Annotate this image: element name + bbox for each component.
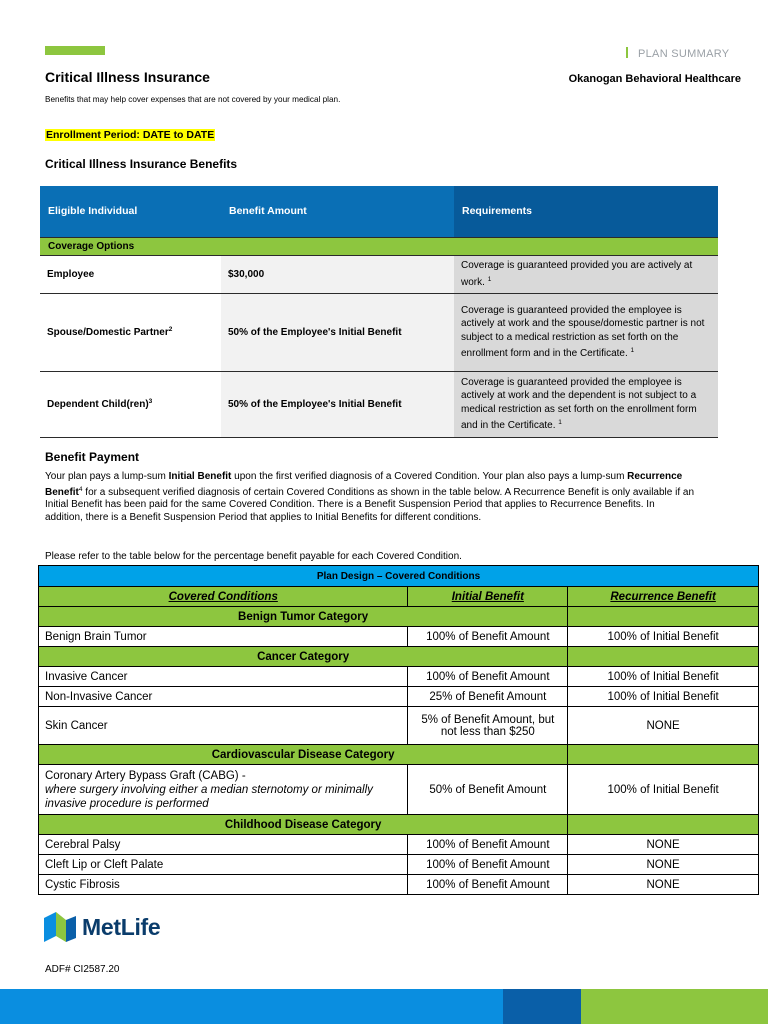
- col-header-individual: Eligible Individual: [40, 186, 221, 237]
- recurrence-cell: 100% of Initial Benefit: [568, 765, 759, 815]
- adf-number: ADF# CI2587.20: [45, 964, 120, 975]
- benefits-section-title: Critical Illness Insurance Benefits: [45, 157, 238, 171]
- benefit-payment-text: Your plan pays a lump-sum Initial Benefit upon the first verified diagnosis of a Covered Condition. Your plan also pays a lump-sum Recurrence Benefit$^4$ for a subsequent verified diagnosis of certain Covered Conditions as shown in the table below. A Recurrence Benefit is only available if an Initial Benefit has been paid for the same Covered Condition. There is a Benefit Suspension Period that applies to Recurrence Benefits. In addition, there is a Benefit Suspension Period that applies to Initial Benefits for different conditions.: [45, 471, 695, 523]
- individual-cell: Employee: [40, 255, 221, 293]
- condition-cell: Coronary Artery Bypass Graft (CABG) - where surgery involving either a median sternotomy or minimally invasive procedure is performed: [39, 765, 408, 815]
- category-row: [39, 647, 759, 667]
- initial-cell: 5% of Benefit Amount, but not less than $250: [408, 707, 568, 745]
- header-accent-bar: [45, 46, 105, 55]
- recurrence-cell: NONE: [568, 707, 759, 745]
- initial-cell: 100% of Benefit Amount: [408, 835, 568, 855]
- table-row: [39, 627, 759, 647]
- recurrence-cell: 100% of Initial Benefit: [568, 687, 759, 707]
- amount-cell: 50% of the Employee's Initial Benefit: [221, 293, 454, 371]
- benefits-table: [40, 186, 718, 438]
- category-name: Benign Tumor Category: [39, 607, 568, 627]
- category-row: [39, 607, 759, 627]
- plan-summary-label: PLAN SUMMARY: [626, 47, 729, 60]
- initial-cell: 100% of Benefit Amount: [408, 875, 568, 895]
- benefit-payment-title: Benefit Payment: [45, 450, 140, 464]
- intro-text: Benefits that may help cover expenses that are not covered by your medical plan.: [45, 95, 341, 104]
- table-row: [39, 855, 759, 875]
- table-row: [39, 765, 759, 815]
- table-row: [39, 835, 759, 855]
- table-row: [39, 687, 759, 707]
- metlife-logo-icon: [44, 912, 76, 942]
- table-row: [39, 667, 759, 687]
- recurrence-cell: NONE: [568, 875, 759, 895]
- condition-cell: Cleft Lip or Cleft Palate: [39, 855, 408, 875]
- requirement-cell: Coverage is guaranteed provided the employee is actively at work and the dependent is not subject to a medical restriction as set forth on the enrollment form and in the Certificate. $^1$: [454, 371, 718, 437]
- metlife-logo: [44, 912, 160, 942]
- requirement-cell: Coverage is guaranteed provided the employee is actively at work and the spouse/domestic partner is not subject to a medical restriction as set forth on the enrollment form and in the Certificate. $^1$: [454, 293, 718, 371]
- individual-cell: Dependent Child(ren)$^3$: [40, 371, 221, 437]
- footer-band-dark-blue: [503, 989, 581, 1024]
- recurrence-cell: 100% of Initial Benefit: [568, 627, 759, 647]
- recurrence-cell: NONE: [568, 835, 759, 855]
- category-name: Cardiovascular Disease Category: [39, 745, 568, 765]
- category-name: Cancer Category: [39, 647, 568, 667]
- table-row: [40, 371, 718, 437]
- col-header-requirements: Requirements: [454, 186, 718, 237]
- col-header-recurrence: Recurrence Benefit: [568, 587, 759, 607]
- initial-cell: 100% of Benefit Amount: [408, 855, 568, 875]
- table-row: [39, 875, 759, 895]
- condition-cell: Cerebral Palsy: [39, 835, 408, 855]
- plan-design-table: [38, 565, 759, 895]
- refer-text: Please refer to the table below for the percentage benefit payable for each Covered Condition.: [45, 551, 462, 562]
- table-row: [40, 255, 718, 293]
- employer-name: Okanogan Behavioral Healthcare: [568, 73, 741, 85]
- condition-cell: Non-Invasive Cancer: [39, 687, 408, 707]
- document-title: Critical Illness Insurance: [45, 69, 210, 85]
- col-header-initial: Initial Benefit: [408, 587, 568, 607]
- individual-cell: Spouse/Domestic Partner$^2$: [40, 293, 221, 371]
- requirement-cell: Coverage is guaranteed provided you are actively at work. $^1$: [454, 255, 718, 293]
- col-header-amount: Benefit Amount: [221, 186, 454, 237]
- initial-cell: 50% of Benefit Amount: [408, 765, 568, 815]
- coverage-options-row: Coverage Options: [40, 237, 718, 255]
- initial-cell: 25% of Benefit Amount: [408, 687, 568, 707]
- footer-band-green: [581, 989, 768, 1024]
- footer-band-blue: [0, 989, 503, 1024]
- recurrence-cell: NONE: [568, 855, 759, 875]
- table-row: [39, 707, 759, 745]
- condition-detail: where surgery involving either a median sternotomy or minimally invasive procedure is performed: [45, 783, 373, 810]
- col-header-conditions: Covered Conditions: [39, 587, 408, 607]
- category-name: Childhood Disease Category: [39, 815, 568, 835]
- condition-cell: Benign Brain Tumor: [39, 627, 408, 647]
- plan-design-caption: Plan Design – Covered Conditions: [39, 566, 759, 587]
- recurrence-cell: 100% of Initial Benefit: [568, 667, 759, 687]
- enrollment-period: Enrollment Period: DATE to DATE: [46, 129, 215, 141]
- table-row: [40, 293, 718, 371]
- condition-cell: Invasive Cancer: [39, 667, 408, 687]
- amount-cell: 50% of the Employee's Initial Benefit: [221, 371, 454, 437]
- category-row: [39, 745, 759, 765]
- condition-cell: Skin Cancer: [39, 707, 408, 745]
- initial-cell: 100% of Benefit Amount: [408, 627, 568, 647]
- condition-cell: Cystic Fibrosis: [39, 875, 408, 895]
- amount-cell: $30,000: [221, 255, 454, 293]
- category-row: [39, 815, 759, 835]
- initial-cell: 100% of Benefit Amount: [408, 667, 568, 687]
- brand-name: MetLife: [82, 913, 161, 940]
